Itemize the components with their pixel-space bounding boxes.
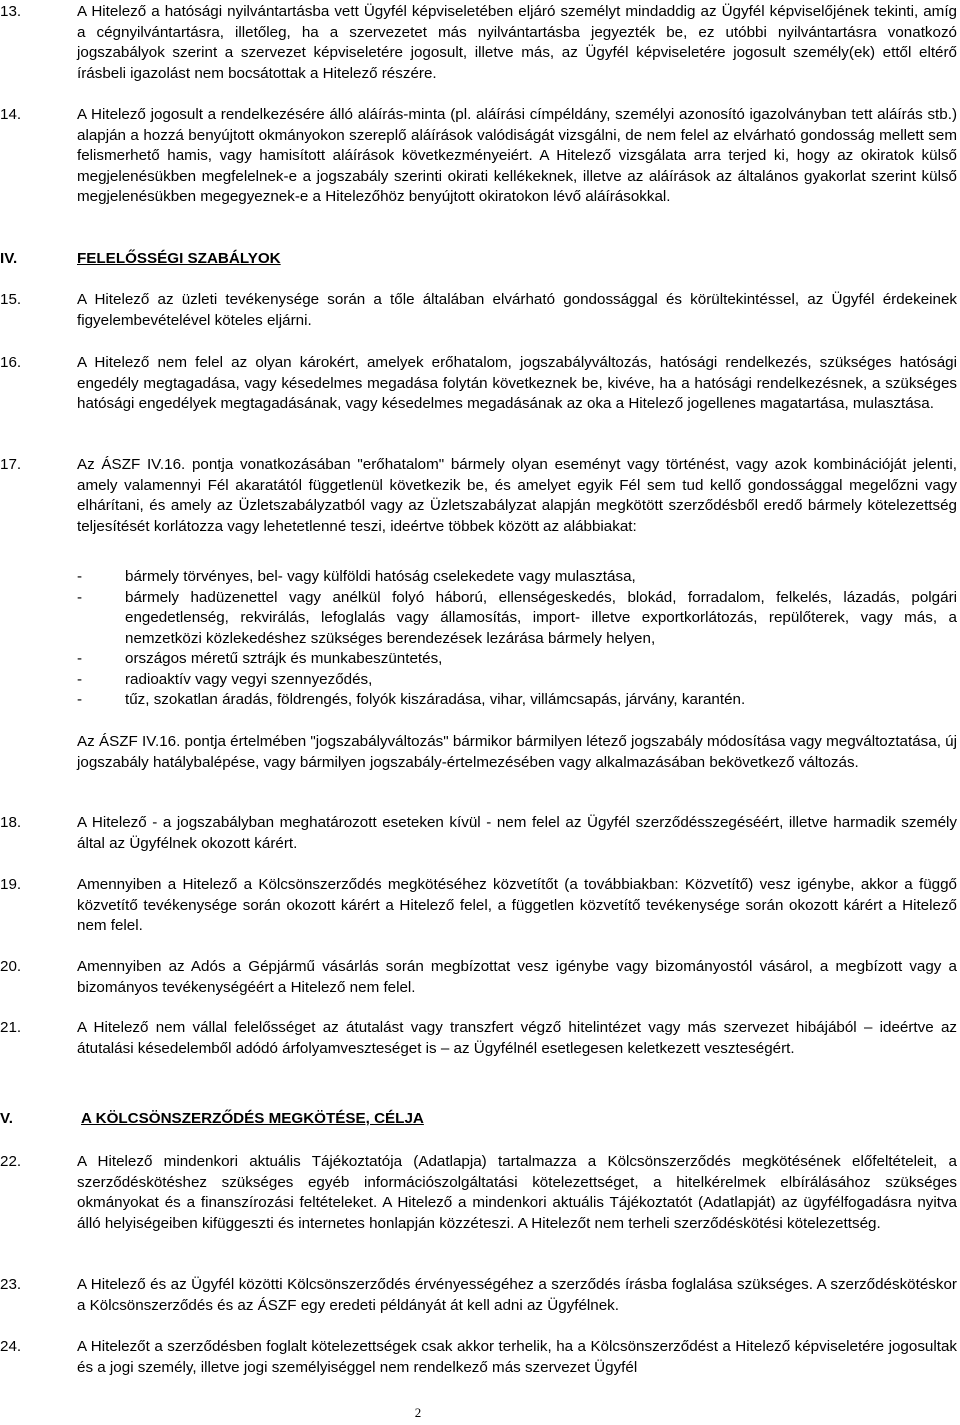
paragraph-text: Az ÁSZF IV.16. pontja értelmében "jogszabályváltozás" bármikor bármilyen létező jogszabály módosítása vagy megváltoztatása, új jogszabály hatálybalépése, vagy bármilyen jogszabály-értelmezésében vagy alkalmazásában bekövetkező változás. bbox=[77, 733, 957, 771]
paragraph-number: 17. bbox=[0, 456, 22, 473]
force-majeure-list bbox=[77, 567, 957, 711]
paragraph-number: 13. bbox=[0, 3, 22, 20]
list-dash: - bbox=[77, 650, 83, 667]
paragraph-text: A Hitelező az üzleti tevékenysége során a tőle általában elvárható gondossággal és körültekintéssel, az Ügyfél érdekeinek figyelembevételével köteles eljárni. bbox=[77, 291, 957, 329]
paragraph-number: 22. bbox=[0, 1153, 22, 1170]
section-number: IV. bbox=[0, 250, 18, 267]
list-dash: - bbox=[77, 670, 83, 688]
paragraph-number: 21. bbox=[0, 1019, 22, 1036]
section-title: FELELŐSSÉGI SZABÁLYOK bbox=[77, 250, 281, 267]
list-dash: - bbox=[77, 691, 83, 708]
paragraph-text: A Hitelező - a jogszabályban meghatározott eseteken kívül - nem felel az Ügyfél szerződésszegéséért, illetve harmadik személy által az Ügyfélnek okozott kárért. bbox=[77, 814, 957, 852]
paragraph-text: A Hitelező nem vállal felelősséget az átutalást vagy transzfert végző hitelintézet vagy más szervezet hibájából – ideértve az átutalási késedelemből adódó árfolyamveszteséget is – az Ügyfélnél esetlegesen keletkezett veszteségért. bbox=[77, 1019, 957, 1057]
paragraph-text: Amennyiben az Adós a Gépjármű vásárlás során megbízottat vesz igénybe vagy bizományostól vásárol, a megbízott vagy a bizományos tevékenységéért a Hitelező nem felel. bbox=[77, 958, 957, 996]
list-item bbox=[77, 588, 957, 650]
list-item bbox=[77, 567, 957, 588]
paragraph-number: 19. bbox=[0, 876, 22, 893]
list-item-text: radioaktív vagy vegyi szennyeződés, bbox=[125, 670, 373, 688]
list-item bbox=[77, 690, 957, 711]
list-item bbox=[77, 670, 957, 691]
paragraph-text: A Hitelező mindenkori aktuális Tájékoztatója (Adatlapja) tartalmazza a Kölcsönszerződés megkötésének előfeltételeit, a szerződéskötéshez szükséges egyéb információszolgáltatási kötelezettséget, a hitelkérelmek elbírálásához szükséges okmányokat és a finanszírozási feltételeket. A Hitelező a mindenkori aktuális Tájékoztatót (Adatlapját) az ügyfélfogadásra nyitva álló helyiségeiben kifüggeszti és internetes honlapján közzéteszi. A Hitelezőt nem terheli szerződéskötési kötelezettség. bbox=[77, 1153, 957, 1232]
section-number: V. bbox=[0, 1110, 13, 1127]
list-item-text: országos méretű sztrájk és munkabeszüntetés, bbox=[125, 650, 443, 667]
paragraph-number: 15. bbox=[0, 291, 22, 308]
paragraph-number: 18. bbox=[0, 814, 22, 831]
paragraph-text: A Hitelező és az Ügyfél közötti Kölcsönszerződés érvényességéhez a szerződés írásba foglalása szükséges. A szerződéskötéskor a Kölcsönszerződés és az ÁSZF egy eredeti példányát át kell adni az Ügyfélnek. bbox=[77, 1276, 957, 1314]
list-item-text: tűz, szokatlan áradás, földrengés, folyók kiszáradása, vihar, villámcsapás, járvány, karantén. bbox=[125, 691, 746, 708]
list-item bbox=[77, 649, 957, 670]
section-title: A KÖLCSÖNSZERZŐDÉS MEGKÖTÉSE, CÉLJA bbox=[81, 1110, 424, 1127]
paragraph-number: 16. bbox=[0, 354, 22, 371]
paragraph-number: 20. bbox=[0, 958, 22, 975]
paragraph-text: Amennyiben a Hitelező a Kölcsönszerződés megkötéséhez közvetítőt (a továbbiakban: Közvetítő) vesz igénybe, akkor a függő közvetítő tevékenysége során okozott kárért a Hitelező felel, a független közvetítő tevékenysége során okozott kárért a Hitelező nem felel. bbox=[77, 876, 957, 934]
paragraph-number: 23. bbox=[0, 1276, 22, 1293]
page-number: 2 bbox=[414, 1405, 422, 1420]
paragraph-text: A Hitelező jogosult a rendelkezésére álló aláírás-minta (pl. aláírási címpéldány, személyi azonosító igazolványban tett aláírás stb.) alapján a hozzá benyújtott okmányokon szereplő aláírások valódiságát vizsgálni, de nem felel az elvárható gondosság mellett sem felismerhető hamis, vagy hamisított aláírások következményeiért. A Hitelező vizsgálata arra terjed ki, hogy az okiratok külső megjelenésükben megfelelnek-e a jogszabály szerinti okirati kellékeknek, illetve az aláírások az általános gyakorlat szerint külső megjelenésükben megegyeznek-e a Hitelezőhöz benyújtott okiratokon lévő aláírásokkal. bbox=[77, 106, 957, 205]
list-item-text: bármely törvényes, bel- vagy külföldi hatóság cselekedete vagy mulasztása, bbox=[125, 568, 636, 585]
paragraph-number: 14. bbox=[0, 106, 22, 123]
paragraph-text: A Hitelező nem felel az olyan károkért, amelyek erőhatalom, jogszabályváltozás, hatósági rendelkezés, szükséges hatósági engedély megtagadása, vagy késedelmes megadása folytán következnek be, kivéve, ha a hatósági rendelkezésnek, a szükséges hatósági engedélyek megtagadásának, vagy késedelmes megadásának az oka a Hitelező jogellenes magatartása, mulasztása. bbox=[77, 354, 957, 412]
list-dash: - bbox=[77, 588, 83, 606]
paragraph-text: A Hitelezőt a szerződésben foglalt kötelezettségek csak akkor terhelik, ha a Kölcsönszerződést a Hitelező képviseletére jogosultak és a jogi személy, illetve jogi személyiséggel nem rendelkező más szervezet Ügyfél bbox=[77, 1338, 957, 1376]
list-item-text: bármely hadüzenettel vagy anélkül folyó háború, ellenségeskedés, blokád, forradalom, felkelés, lázadás, polgári engedetlenség, rekvirálás, lefoglalás vagy államosítás, import- illetve exportkorlátozás, repülőterek, vagy más, a nemzetközi közlekedéshez szükséges berendezések lezárása bármely helyen, bbox=[125, 588, 957, 647]
list-dash: - bbox=[77, 568, 83, 585]
paragraph-text: A Hitelező a hatósági nyilvántartásba vett Ügyfél képviseletében eljáró személyt mindaddig az Ügyfél képviselőjének tekinti, amíg a cégnyilvántartásra, illetőleg, ha a szervezetet más nyilvántartásba jegyezték be, ez utóbbi nyilvántartásra vonatkozó jogszabályok szerint a szervezet képviseletére jogosult, illetve más, az Ügyfél képviseletére jogosult személy(ek) ettől eltérő írásbeli igazolást nem bocsátottak a Hitelező részére. bbox=[77, 3, 957, 82]
paragraph-number: 24. bbox=[0, 1338, 22, 1355]
paragraph-text: Az ÁSZF IV.16. pontja vonatkozásában "erőhatalom" bármely olyan eseményt vagy történést, vagy azok kombinációját jelenti, amely valamennyi Fél akaratától függetlenül következik be, és amelyet egyik Fél sem tud kellő gondossággal megelőzni vagy elhárítani, és amely az Üzletszabályzatból vagy az Üzletszabályzat alapján megkötött szerződésből eredő bármely kötelezettség teljesítését korlátozza vagy lehetetlenné teszi, ideértve többek között az alábbiakat: bbox=[77, 456, 957, 535]
